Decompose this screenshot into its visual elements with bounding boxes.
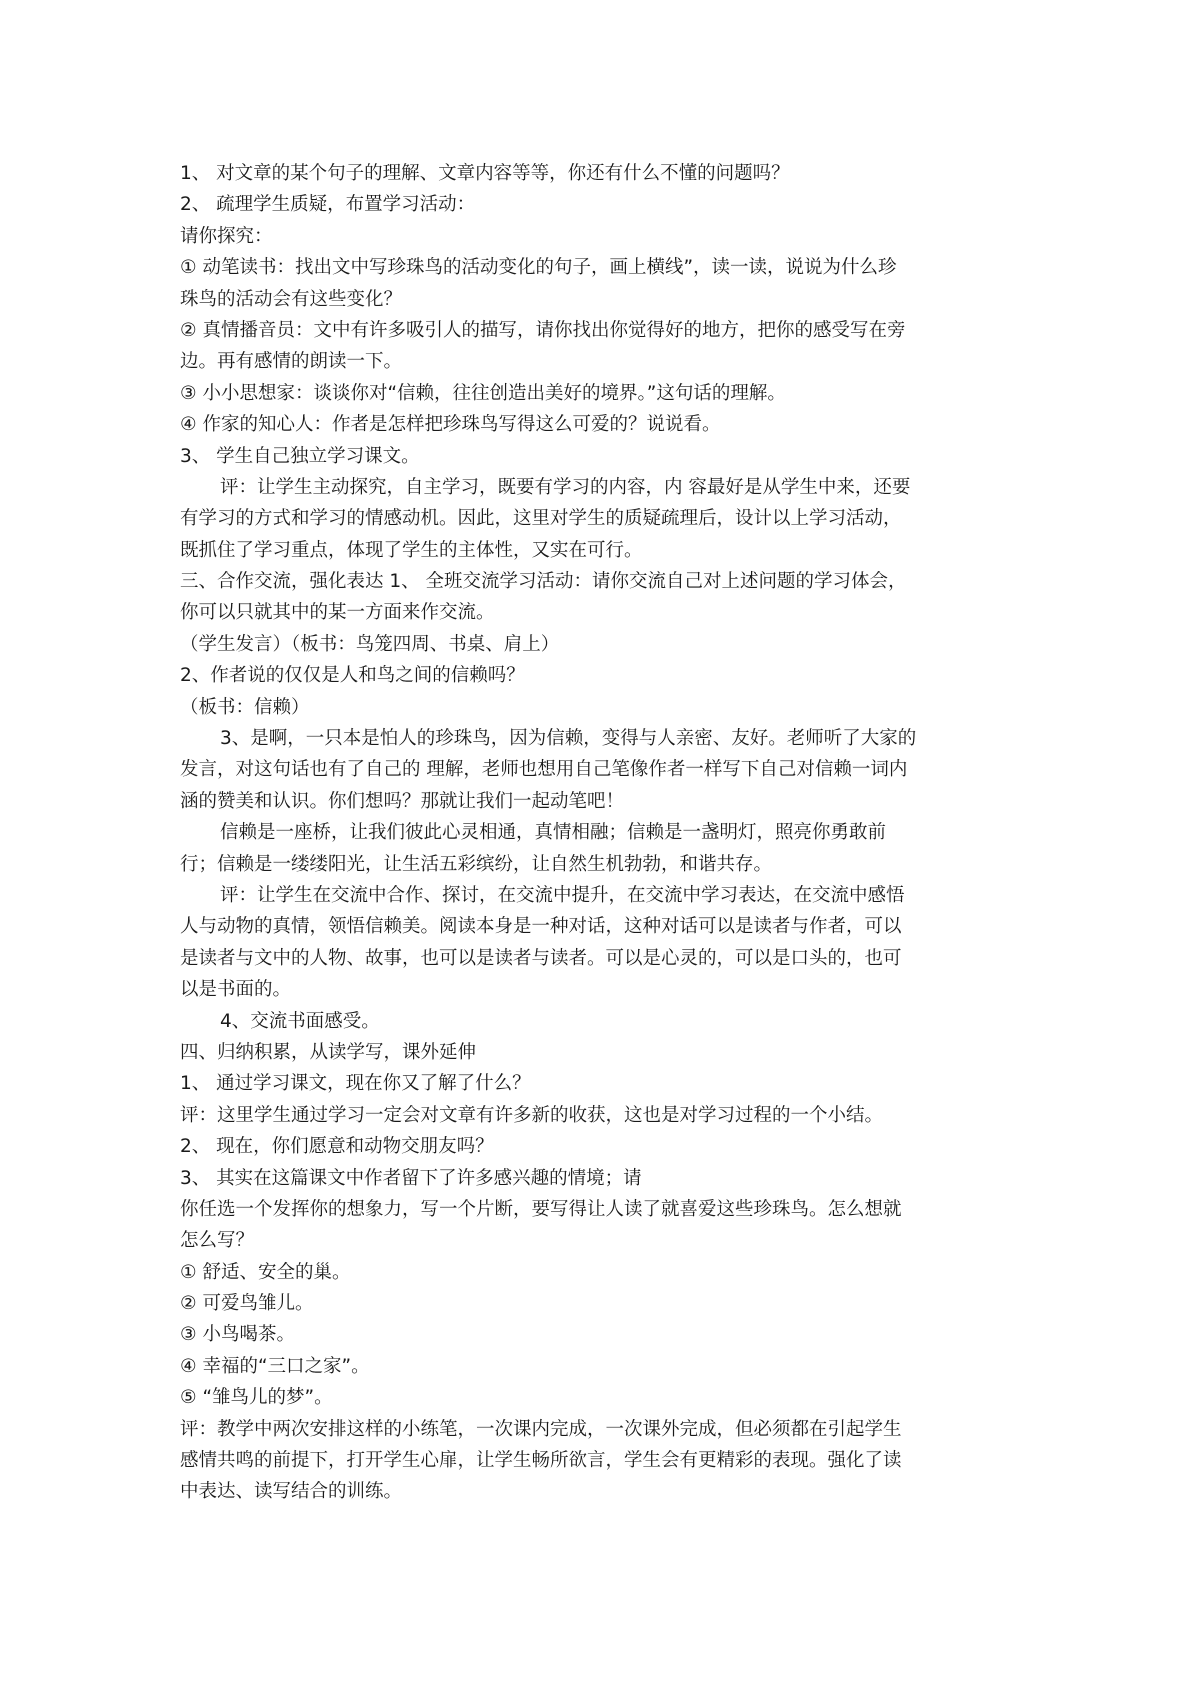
text-line: ⑤ “雏鸟儿的梦”。	[180, 1387, 333, 1409]
text-line: 既抓住了学习重点，体现了学生的主体性，又实在可行。	[180, 539, 643, 561]
text-line: 感情共鸣的前提下，打开学生心扉，让学生畅所欲言，学生会有更精彩的表现。强化了读	[180, 1450, 902, 1472]
text-line: 人与动物的真情，领悟信赖美。阅读本身是一种对话，这种对话可以是读者与作者，可以	[180, 916, 902, 938]
text-line: 1、 对文章的某个句子的理解、文章内容等等，你还有什么不懂的问题吗？	[180, 163, 790, 184]
text-line: （学生发言）（板书：鸟笼四周、书桌、肩上）	[180, 633, 560, 655]
text-line: 评：这里学生通过学习一定会对文章有许多新的收获，这也是对学习过程的一个小结。	[180, 1104, 884, 1126]
text-line: 评：让学生在交流中合作、探讨，在交流中提升，在交流中学习表达，在交流中感悟	[220, 884, 905, 906]
text-line: 2、 现在，你们愿意和动物交朋友吗？	[180, 1136, 494, 1158]
text-line: 是读者与文中的人物、故事，也可以是读者与读者。可以是心灵的，可以是口头的，也可	[180, 947, 902, 969]
text-line: 2、 疏理学生质疑，布置学习活动：	[180, 194, 476, 216]
text-line: 行；信赖是一缕缕阳光，让生活五彩缤纷，让自然生机勃勃，和谐共存。	[180, 853, 773, 875]
text-line: 你可以只就其中的某一方面来作交流。	[180, 602, 495, 624]
text-line: 涵的赞美和认识。你们想吗？那就让我们一起动笔吧！	[180, 790, 625, 812]
text-line: ③ 小鸟喝茶。	[180, 1324, 295, 1346]
text-line: ④ 作家的知心人：作者是怎样把珍珠鸟写得这么可爱的？说说看。	[180, 414, 721, 436]
text-line: 2、作者说的仅仅是人和鸟之间的信赖吗？	[180, 665, 525, 687]
text-line: 3、 学生自己独立学习课文。	[180, 445, 420, 467]
text-line: 中表达、读写结合的训练。	[180, 1481, 403, 1503]
text-line: 有学习的方式和学习的情感动机。因此，这里对学生的质疑疏理后，设计以上学习活动，	[180, 508, 902, 530]
text-line: ② 可爱鸟雏儿。	[180, 1293, 314, 1315]
text-line: 边。再有感情的朗读一下。	[180, 351, 403, 373]
text-line: 你任选一个发挥你的想象力，写一个片断，要写得让人读了就喜爱这些珍珠鸟。怎么想就	[180, 1198, 902, 1220]
text-line: 3、是啊，一只本是怕人的珍珠鸟，因为信赖，变得与人亲密、友好。老师听了大家的	[220, 728, 917, 750]
text-line: 珠鸟的活动会有这些变化？	[180, 288, 403, 310]
document-body	[180, 158, 1020, 1508]
text-line: 评：让学生主动探究，自主学习，既要有学习的内容，内 容最好是从学生中来，还要	[220, 476, 911, 498]
text-line: ② 真情播音员：文中有许多吸引人的描写，请你找出你觉得好的地方，把你的感受写在旁	[180, 319, 906, 341]
text-line: 1、 通过学习课文，现在你又了解了什么？	[180, 1073, 531, 1095]
text-line: 评：教学中两次安排这样的小练笔，一次课内完成，一次课外完成，但必须都在引起学生	[180, 1418, 902, 1440]
text-line: 三、合作交流，强化表达 1、 全班交流学习活动：请你交流自己对上述问题的学习体会，	[180, 571, 907, 593]
text-line: 4、交流书面感受。	[220, 1010, 380, 1032]
text-line: 怎么写？	[180, 1230, 255, 1252]
text-line: （板书：信赖）	[180, 696, 310, 718]
text-line: ① 动笔读书：找出文中写珍珠鸟的活动变化的句子，画上横线”，读一读，说说为什么珍	[180, 257, 897, 279]
text-line: 四、归纳积累，从读学写，课外延伸	[180, 1041, 477, 1063]
text-line: 发言，对这句话也有了自己的 理解，老师也想用自己笔像作者一样写下自己对信赖一词内	[180, 759, 908, 781]
text-line: ④ 幸福的“三口之家”。	[180, 1355, 370, 1377]
text-line: 信赖是一座桥，让我们彼此心灵相通，真情相融；信赖是一盏明灯，照亮你勇敢前	[220, 822, 887, 844]
text-line: 3、 其实在这篇课文中作者留下了许多感兴趣的情境；请	[180, 1167, 642, 1189]
text-line: 请你探究：	[180, 225, 273, 247]
text-line: ③ 小小思想家：谈谈你对“信赖，往往创造出美好的境界。”这句话的理解。	[180, 382, 786, 404]
text-line: ① 舒适、安全的巢。	[180, 1261, 351, 1283]
text-line: 以是书面的。	[180, 979, 292, 1001]
